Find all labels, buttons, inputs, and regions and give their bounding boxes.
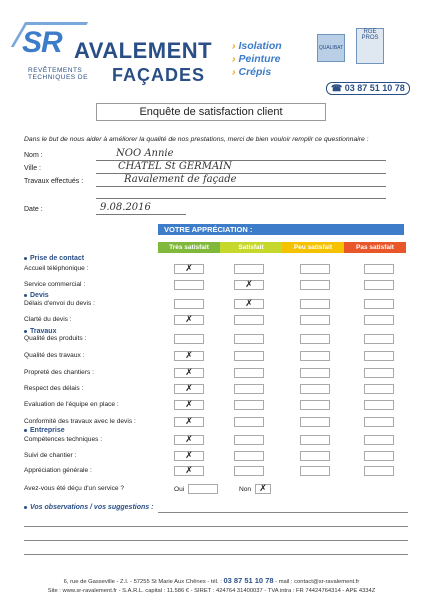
item-label: Qualité des travaux : [24,352,85,359]
item-label: Délais d'envoi du devis : [24,300,95,307]
rating-checkbox[interactable] [234,264,264,274]
service-crepis: Crépis [238,66,272,78]
rating-checkbox[interactable] [300,351,330,361]
footer [0,576,423,596]
rating-checkbox[interactable] [364,435,394,445]
rge-badge: RGE PROS [356,28,384,64]
services-list [232,40,282,79]
logo-ravalement: AVALEMENT [74,38,213,63]
rating-checkbox[interactable] [300,315,330,325]
ville-field[interactable]: CHATEL St GERMAIN [118,161,232,172]
item-label: Propreté des chantiers : [24,369,95,376]
item-label: Appréciation générale : [24,467,92,474]
rating-checkbox[interactable]: ✗ [174,384,204,394]
col-pas-satisfait: Pas satisfait [344,242,406,253]
section-travaux: Travaux [24,328,56,335]
item-label: Evaluation de l'équipe en place : [24,401,119,408]
rating-checkbox[interactable] [300,299,330,309]
rating-checkbox[interactable] [300,466,330,476]
rating-checkbox[interactable] [364,299,394,309]
section-prise-de-contact: Prise de contact [24,255,84,262]
nom-field[interactable]: NOO Annie [116,148,174,159]
rating-checkbox[interactable]: ✗ [174,417,204,427]
service-peinture: Peinture [238,53,281,65]
rating-checkbox[interactable] [300,400,330,410]
non-checkbox[interactable]: ✗ [255,484,271,494]
logo-sr: SR [22,26,62,59]
qualibat-badge: QUALIBAT [317,34,345,62]
observation-line[interactable] [158,512,408,513]
item-label: Suivi de chantier : [24,452,77,459]
travaux-label: Travaux effectués : [24,178,84,185]
service-question: Avez-vous été déçu d'un service ? [24,485,125,492]
rating-checkbox[interactable]: ✗ [174,264,204,274]
rating-checkbox[interactable] [364,368,394,378]
chevron-icon: › [232,66,236,78]
logo-subtitle: REVÊTEMENTS TECHNIQUES DE [28,67,88,81]
oui-label: Oui [174,486,185,493]
nom-label: Nom : [24,152,43,159]
rating-checkbox[interactable] [174,280,204,290]
item-label: Compétences techniques : [24,436,103,443]
chevron-icon: › [232,40,236,52]
date-field[interactable]: 9.08.2016 [100,202,151,213]
rating-checkbox[interactable] [300,451,330,461]
rating-checkbox[interactable]: ✗ [174,466,204,476]
observation-line[interactable] [24,554,408,555]
rating-checkbox[interactable] [300,384,330,394]
rating-checkbox[interactable] [234,400,264,410]
rating-checkbox[interactable] [364,334,394,344]
oui-checkbox[interactable] [188,484,218,494]
rating-checkbox[interactable] [300,368,330,378]
header-phone: ☎ 03 87 51 10 78 [326,82,410,95]
observation-line[interactable] [24,526,408,527]
col-tres-satisfait: Très satisfait [158,242,220,253]
rating-checkbox[interactable] [174,299,204,309]
section-entreprise: Entreprise [24,427,65,434]
footer-phone: 03 87 51 10 78 [223,576,274,585]
item-label: Service commercial : [24,281,86,288]
rating-checkbox[interactable] [300,435,330,445]
rating-checkbox[interactable] [300,417,330,427]
observations-label: Vos observations / vos suggestions : [24,504,153,511]
chevron-icon: › [232,53,236,65]
travaux-field[interactable]: Ravalement de façade [124,174,237,185]
item-label: Conformité des travaux avec le devis : [24,418,136,425]
rating-checkbox[interactable]: ✗ [174,451,204,461]
rating-checkbox[interactable]: ✗ [174,351,204,361]
col-satisfait: Satisfait [220,242,282,253]
rating-checkbox[interactable] [364,384,394,394]
rating-checkbox[interactable] [234,334,264,344]
rating-checkbox[interactable] [364,451,394,461]
item-label: Accueil téléphonique : [24,265,89,272]
section-devis: Devis [24,292,49,299]
logo-facades: FAÇADES [112,65,206,85]
travaux-line [96,186,386,187]
rating-checkbox[interactable] [300,280,330,290]
item-label: Qualité des produits : [24,335,87,342]
rating-checkbox[interactable]: ✗ [234,280,264,290]
rating-checkbox[interactable] [364,400,394,410]
ville-label: Ville : [24,165,41,172]
rating-checkbox[interactable] [364,417,394,427]
rating-checkbox[interactable] [300,264,330,274]
item-label: Clarté du devis : [24,316,72,323]
rating-checkbox[interactable] [364,280,394,290]
rating-checkbox[interactable] [174,334,204,344]
rating-checkbox[interactable]: ✗ [174,435,204,445]
intro-text: Dans le but de nous aider à améliorer la qualité de nos prestations, merci de bien vouloir remplir ce questionnaire : [24,136,369,143]
rating-checkbox[interactable] [234,466,264,476]
rating-checkbox[interactable] [234,315,264,325]
rating-checkbox[interactable]: ✗ [174,315,204,325]
rating-checkbox[interactable] [364,264,394,274]
rating-checkbox[interactable]: ✗ [234,299,264,309]
rating-checkbox[interactable] [300,334,330,344]
observation-line[interactable] [24,540,408,541]
footer-mail: - mail : contact@sr-ravalement.fr [275,579,360,585]
appreciation-header: VOTRE APPRÉCIATION : [158,224,404,235]
footer-address: 6, rue de Gasseville - Z.I. - 57255 St Marie Aux Chênes - tél. : [63,579,222,585]
rating-checkbox[interactable] [234,417,264,427]
page-title: Enquête de satisfaction client [96,103,326,121]
rating-checkbox[interactable] [234,368,264,378]
rating-checkbox[interactable] [234,351,264,361]
service-isolation: Isolation [238,40,282,52]
non-label: Non [239,486,252,493]
rating-checkbox[interactable]: ✗ [174,400,204,410]
rating-checkbox[interactable]: ✗ [174,368,204,378]
rating-checkbox[interactable] [234,384,264,394]
rating-checkbox[interactable] [364,466,394,476]
rating-checkbox[interactable] [234,435,264,445]
date-label: Date : [24,206,43,213]
col-peu-satisfait: Peu satisfait [282,242,344,253]
footer-legal: Site : www.sr-ravalement.fr - S.A.R.L. capital : 11.586 € - SIRET : 424764 31400037 - TVA intra : FR 74424764314 - APE 4334Z [47,588,376,594]
rating-checkbox[interactable] [364,351,394,361]
travaux-line-2 [96,198,386,199]
item-label: Respect des délais : [24,385,84,392]
rating-checkbox[interactable] [234,451,264,461]
date-line [96,214,186,215]
rating-checkbox[interactable] [364,315,394,325]
